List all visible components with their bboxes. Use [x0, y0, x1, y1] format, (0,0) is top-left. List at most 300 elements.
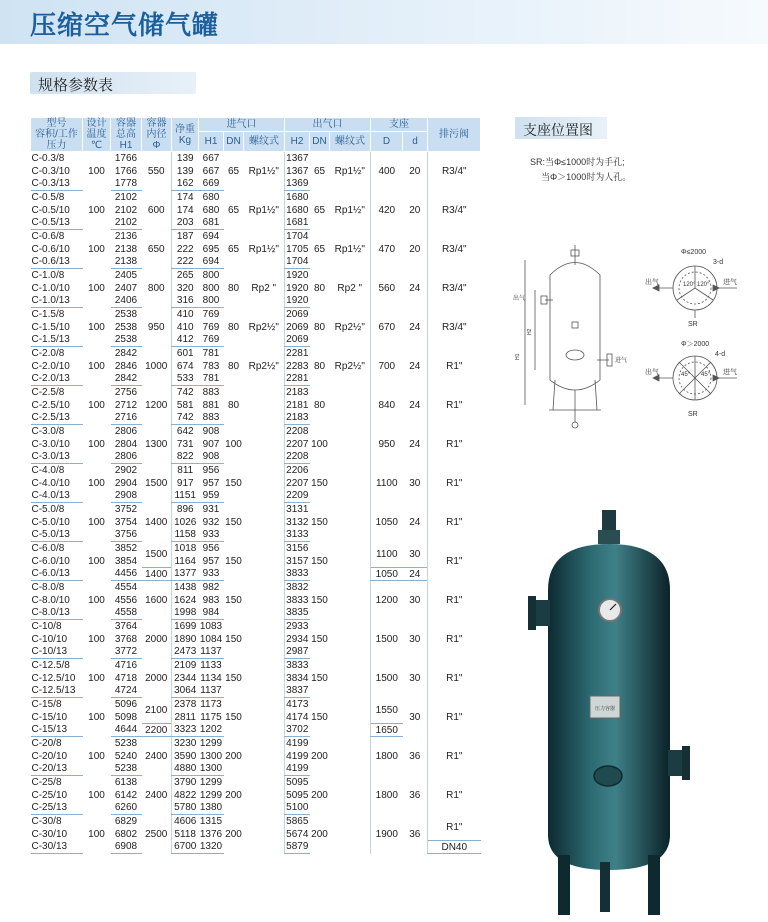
tank-photo: [528, 500, 718, 920]
header-total-height: 容器 总高 H1: [111, 118, 142, 152]
cell-support-d: 30: [409, 594, 421, 606]
manhole-note-1: SR:当Φ≤1000时为手孔;: [530, 157, 625, 167]
cell-inner-dia: 800: [147, 282, 165, 294]
cell-outlet-h2: 4199: [286, 737, 309, 749]
cell-model: C-5.0/10: [31, 516, 70, 528]
cell-inlet-dn: 200: [225, 750, 242, 762]
cell-outlet-dn: 150: [311, 555, 328, 567]
tank-outline-drawing: [550, 263, 600, 391]
cell-total-height: 5096: [114, 698, 138, 710]
cell-net-weight: 917: [172, 477, 199, 490]
cell-net-weight: 2109: [172, 659, 199, 672]
cell-support-d: 24: [409, 516, 421, 528]
cell-model: C-6.0/10: [31, 555, 70, 567]
cell-inlet-dn: 150: [225, 711, 242, 723]
cell-inlet-thread: [244, 425, 285, 464]
position-section-title: 支座位置图: [523, 122, 593, 138]
cell-support-D: 1100: [371, 542, 403, 568]
cell-drain: R1": [428, 425, 481, 464]
cell-net-weight: 1158: [172, 529, 199, 542]
cell-outlet-dn: 200: [311, 789, 328, 801]
page-title: 压缩空气储气罐: [30, 10, 220, 40]
cell-net-weight: 1438: [172, 581, 199, 594]
cell-inlet-h1: 800: [202, 269, 220, 281]
cell-net-weight: 174: [172, 191, 199, 204]
cell-total-height: 2138: [111, 256, 142, 269]
cell-model: C-15/8: [31, 698, 62, 710]
cell-net-weight: 642: [172, 425, 199, 438]
cell-drain: R1": [428, 815, 481, 841]
diagram-sr-1: SR: [688, 321, 698, 328]
cell-inlet-h1: 1175: [200, 711, 222, 723]
cell-outlet-h2: 5674: [286, 828, 309, 840]
cell-outlet-dn: 65: [313, 165, 326, 177]
cell-inlet-h1: 983: [202, 594, 220, 606]
header-dn-in: DN: [224, 132, 244, 152]
cell-outlet-dn: 65: [313, 204, 326, 216]
cell-total-height: 4724: [111, 685, 142, 698]
diagram-outlet-side: 出气: [513, 296, 526, 302]
cell-total-height: 2138: [114, 243, 138, 255]
cell-support-D: 1200: [371, 581, 403, 620]
cell-drain: R1": [428, 464, 481, 503]
cell-outlet-h2: 5865: [286, 815, 309, 827]
header-dn-out: DN: [310, 132, 330, 152]
cell-net-weight: 601: [172, 347, 199, 360]
cell-total-height: 3754: [114, 516, 138, 528]
cell-support-D: 1500: [371, 659, 403, 698]
table-row: [31, 464, 481, 477]
cell-net-weight: 3230: [172, 737, 199, 750]
cell-model: C-0.5/10: [31, 204, 70, 216]
cell-drain: R3/4": [428, 191, 481, 230]
cell-inlet-h1: 883: [199, 412, 224, 425]
cell-inlet-thread: [244, 542, 285, 581]
cell-inlet-h1: 769: [202, 308, 220, 320]
header-inlet: 进气口: [199, 118, 285, 132]
cell-inlet-thread: [244, 581, 285, 620]
cell-outlet-h2: 1704: [286, 256, 309, 268]
cell-model: C-25/10: [31, 789, 68, 801]
cell-total-height: 2136: [114, 230, 138, 242]
cell-inlet-h1: 1083: [199, 620, 223, 632]
cell-outlet-thread: [330, 425, 371, 464]
cell-outlet-h2: 4173: [286, 698, 309, 710]
cell-model: C-0.3/8: [31, 152, 65, 164]
cell-model: C-15/10: [31, 711, 68, 723]
cell-inner-dia-alt: 1400: [142, 568, 172, 581]
cell-inlet-dn: 80: [227, 282, 240, 294]
header-net-weight: 净重 Kg: [172, 118, 199, 152]
cell-model: C-30/8: [31, 815, 62, 827]
cell-model: C-1.5/8: [31, 308, 65, 320]
cell-support-D: 700: [371, 347, 403, 386]
cell-inlet-h1: 1320: [199, 841, 223, 853]
cell-total-height: 2538: [111, 334, 142, 347]
cell-design-temp: 100: [88, 672, 105, 684]
cell-design-temp: 100: [88, 750, 105, 762]
nameplate-label: 压力容器: [594, 706, 616, 712]
cell-net-weight: 822: [172, 451, 199, 464]
cell-inlet-dn: 200: [225, 828, 242, 840]
cell-support-D: 1900: [371, 815, 403, 854]
cell-outlet-h2: 2183: [286, 412, 309, 424]
cell-outlet-dn: 150: [311, 633, 328, 645]
cell-support-d: 20: [409, 243, 421, 255]
cell-total-height: 5238: [114, 737, 138, 749]
cell-inlet-h1: 1133: [200, 659, 222, 671]
cell-outlet-h2: 3837: [286, 685, 309, 697]
cell-outlet-thread: [330, 386, 371, 425]
cell-net-weight: 320: [172, 282, 199, 295]
cell-inlet-thread: [244, 815, 285, 854]
cell-net-weight: 4822: [172, 789, 199, 802]
cell-total-height: 6260: [111, 802, 142, 815]
cell-outlet-thread: Rp1½": [334, 204, 365, 216]
cell-inlet-thread: Rp1½": [248, 243, 279, 255]
cell-outlet-h2: 3832: [286, 581, 309, 593]
table-row: [31, 386, 481, 399]
cell-net-weight: 896: [172, 503, 199, 516]
cell-outlet-h2: 1704: [286, 230, 309, 242]
cell-total-height: 5240: [114, 750, 138, 762]
cell-outlet-thread: [330, 620, 371, 659]
cell-inlet-h1: 908: [202, 425, 220, 437]
cell-drain: R3/4": [428, 230, 481, 269]
cell-model: C-12.5/8: [31, 659, 70, 671]
spec-section-title: 规格参数表: [38, 77, 114, 94]
header-design-temp: 设计 温度 ℃: [83, 118, 111, 152]
table-row: [31, 269, 481, 282]
cell-outlet-dn: 150: [311, 594, 328, 606]
cell-inlet-dn: 150: [225, 633, 242, 645]
cell-model: C-4.0/10: [31, 477, 70, 489]
cell-drain: R3/4": [428, 152, 481, 191]
table-row: [31, 542, 481, 555]
cell-inner-dia: 2400: [145, 789, 168, 801]
cell-outlet-h2: 3132: [286, 516, 309, 528]
cell-model: C-1.5/10: [31, 321, 70, 333]
cell-outlet-h2: 2183: [286, 386, 309, 398]
cell-inlet-h1: 680: [202, 191, 220, 203]
cell-support-D: 560: [371, 269, 403, 308]
table-row: [31, 152, 481, 165]
cell-inlet-h1: 933: [199, 529, 224, 542]
cell-outlet-dn: 80: [313, 399, 326, 411]
cell-design-temp: 100: [88, 555, 105, 567]
cell-model: C-5.0/13: [31, 529, 83, 542]
cell-inlet-h1: 881: [202, 399, 220, 411]
header-outlet: 出气口: [285, 118, 371, 132]
cell-inlet-h1: 680: [202, 204, 220, 216]
table-row: [31, 230, 481, 243]
cell-net-weight: 410: [172, 321, 199, 334]
cell-inlet-dn: 80: [227, 321, 240, 333]
cell-inner-dia: 550: [147, 165, 165, 177]
header-model: 型号 容积/工作 压力: [31, 118, 83, 152]
table-row: [31, 659, 481, 672]
cell-inlet-h1: 695: [202, 243, 220, 255]
cell-total-height: 2538: [114, 308, 138, 320]
cell-outlet-h2: 3133: [286, 529, 309, 541]
cell-outlet-thread: [330, 503, 371, 542]
cell-inlet-dn: 65: [227, 243, 240, 255]
cell-drain: R1": [428, 347, 481, 386]
cell-total-height: 3852: [114, 542, 138, 554]
cell-inlet-h1: 667: [202, 165, 220, 177]
cell-inlet-h1: 769: [199, 334, 224, 347]
cell-net-weight: 316: [172, 295, 199, 308]
cell-drain: R3/4": [428, 308, 481, 347]
cell-support-d: 24: [409, 438, 421, 450]
cell-total-height: 5238: [111, 763, 142, 776]
cell-outlet-dn: 200: [311, 828, 328, 840]
cell-drain: R1": [428, 698, 481, 737]
cell-support-d: 24: [409, 399, 421, 411]
cell-support-D-alt: 1050: [371, 568, 403, 581]
cell-model: C-15/13: [31, 724, 83, 737]
cell-support-d-alt: 24: [403, 568, 428, 581]
cell-design-temp: 100: [88, 360, 105, 372]
cell-outlet-dn: 80: [313, 360, 326, 372]
cell-inlet-thread: [244, 620, 285, 659]
cell-net-weight: 187: [172, 230, 199, 243]
cell-outlet-dn: 150: [311, 672, 328, 684]
cell-inner-dia: 2500: [145, 828, 168, 840]
cell-outlet-h2: 1681: [286, 217, 309, 229]
cell-net-weight: 3590: [172, 750, 199, 763]
cell-outlet-h2: 4174: [286, 711, 309, 723]
cell-total-height: 2405: [114, 269, 138, 281]
diagram-inlet-2: 进气: [723, 369, 737, 376]
cell-net-weight: 222: [172, 243, 199, 256]
cell-total-height: 2407: [114, 282, 138, 294]
cell-net-weight: 5118: [172, 828, 199, 841]
cell-total-height: 2806: [111, 451, 142, 464]
cell-model: C-12.5/13: [31, 685, 83, 698]
cell-model: C-0.5/8: [31, 191, 65, 203]
cell-total-height: 3772: [111, 646, 142, 659]
cell-outlet-h2: 3833: [286, 594, 309, 606]
cell-inlet-dn: 150: [225, 516, 242, 528]
cell-model: C-2.5/10: [31, 399, 70, 411]
cell-inlet-h1: 800: [202, 282, 220, 294]
cell-outlet-dn: 100: [311, 438, 328, 450]
cell-net-weight: 3064: [172, 685, 199, 698]
header-drain: 排污阀: [428, 118, 481, 152]
cell-inner-dia: 1300: [145, 438, 168, 450]
cell-model: C-8.0/8: [31, 581, 65, 593]
cell-total-height: 2804: [114, 438, 138, 450]
cell-design-temp: 100: [88, 321, 105, 333]
cell-support-d: 24: [409, 282, 421, 294]
cell-model: C-2.5/13: [31, 412, 83, 425]
cell-inlet-dn: 65: [227, 165, 240, 177]
cell-support-D: 670: [371, 308, 403, 347]
header-h2: H2: [285, 132, 310, 152]
cell-support-D: 420: [371, 191, 403, 230]
diagram-holes-4: 4-d: [715, 351, 726, 358]
cell-design-temp: 100: [88, 204, 105, 216]
cell-inlet-h1: 1299: [199, 789, 223, 801]
cell-outlet-dn: 200: [311, 750, 328, 762]
cell-total-height: 2842: [114, 347, 138, 359]
cell-model: C-1.0/13: [31, 295, 83, 308]
cell-inlet-dn: 100: [225, 438, 242, 450]
cell-total-height: 2538: [114, 321, 138, 333]
cell-inlet-h1: 907: [202, 438, 220, 450]
cell-outlet-h2: 2069: [286, 321, 309, 333]
cell-inlet-h1: 667: [202, 152, 220, 164]
cell-outlet-h2: 1920: [286, 269, 309, 281]
cell-model: C-0.3/13: [31, 178, 83, 191]
diagram-h2-label: H2: [527, 328, 533, 335]
cell-total-height: 2904: [114, 477, 138, 489]
cell-total-height: 1766: [114, 152, 138, 164]
cell-inlet-h1: 1299: [199, 776, 223, 788]
cell-model: C-10/8: [31, 620, 62, 632]
cell-drain: R1": [428, 503, 481, 542]
cell-outlet-h2: 3157: [286, 555, 309, 567]
cell-net-weight: 222: [172, 256, 199, 269]
cell-support-D: 1100: [371, 464, 403, 503]
cell-design-temp: 100: [88, 789, 105, 801]
cell-outlet-dn: 65: [313, 243, 326, 255]
cell-net-weight: 2378: [172, 698, 199, 711]
table-row: [31, 425, 481, 438]
cell-inlet-thread: [244, 464, 285, 503]
cell-inlet-h1: 883: [202, 386, 220, 398]
spec-table-body: [31, 152, 481, 854]
cell-total-height: 4556: [114, 594, 138, 606]
cell-total-height: 2716: [111, 412, 142, 425]
cell-model: C-6.0/13: [31, 568, 83, 581]
cell-outlet-h2: 1920: [286, 282, 309, 294]
cell-inlet-h1: 956: [202, 464, 220, 476]
table-row: [31, 503, 481, 516]
cell-outlet-h2: 2208: [286, 451, 309, 463]
cell-model: C-8.0/10: [31, 594, 70, 606]
cell-inlet-h1: 800: [199, 295, 224, 308]
cell-outlet-thread: [330, 698, 371, 737]
cell-drain: R1": [428, 542, 481, 581]
cell-outlet-h2: 2283: [286, 360, 309, 372]
cell-net-weight: 412: [172, 334, 199, 347]
cell-net-weight: 731: [172, 438, 199, 451]
cell-inner-dia: 1200: [145, 399, 168, 411]
cell-net-weight: 533: [172, 373, 199, 386]
cell-model: C-25/13: [31, 802, 83, 815]
cell-model: C-0.6/8: [31, 230, 65, 242]
cell-inlet-h1: 769: [202, 321, 220, 333]
cell-drain: R1": [428, 737, 481, 776]
cell-support-D: 1800: [371, 776, 403, 815]
spec-section-label: [30, 72, 196, 94]
cell-inner-dia: 1500: [145, 548, 168, 560]
cell-total-height: 4558: [111, 607, 142, 620]
cell-total-height: 2756: [114, 386, 138, 398]
table-row: [31, 815, 481, 828]
cell-inlet-h1: 781: [202, 347, 220, 359]
cell-inlet-thread: Rp2½": [248, 321, 279, 333]
cell-inlet-h1: 1084: [199, 633, 223, 645]
cell-total-height: 2806: [114, 425, 138, 437]
cell-inner-dia: 2000: [145, 672, 168, 684]
cell-inner-dia-alt: 2200: [142, 724, 172, 737]
cell-inlet-h1: 1173: [200, 698, 222, 710]
cell-drain: R3/4": [428, 269, 481, 308]
cell-net-weight: 4880: [172, 763, 199, 776]
cell-support-D: 400: [371, 152, 403, 191]
cell-outlet-h2: 1680: [286, 204, 309, 216]
cell-inner-dia: 1600: [145, 594, 168, 606]
cell-inner-dia: 2100: [145, 704, 168, 716]
cell-net-weight: 1164: [172, 555, 199, 568]
cell-outlet-h2: 1920: [286, 295, 309, 307]
table-row: [31, 347, 481, 360]
cell-outlet-h2: 2181: [286, 399, 309, 411]
cell-inlet-thread: [244, 386, 285, 425]
cell-net-weight: 742: [172, 412, 199, 425]
cell-net-weight: 581: [172, 399, 199, 412]
cell-outlet-dn: 150: [311, 711, 328, 723]
cell-outlet-h2: 1367: [286, 152, 309, 164]
header-support: 支座: [371, 118, 428, 132]
cell-inlet-h1: 933: [199, 568, 224, 581]
cell-outlet-h2: 2208: [286, 425, 309, 437]
cell-net-weight: 742: [172, 386, 199, 399]
cell-net-weight: 2473: [172, 646, 199, 659]
cell-inner-dia: 950: [147, 321, 165, 333]
cell-inlet-dn: 150: [225, 594, 242, 606]
header-thread-in: 螺纹式: [244, 132, 285, 152]
cell-outlet-thread: Rp2½": [334, 360, 365, 372]
cell-model: C-6.0/8: [31, 542, 65, 554]
cell-net-weight: 1377: [172, 568, 199, 581]
cell-total-height: 1766: [114, 165, 138, 177]
cell-inlet-dn: 80: [227, 399, 240, 411]
cell-inlet-h1: 1137: [200, 685, 222, 697]
cell-outlet-h2: 3702: [286, 724, 309, 736]
cell-inlet-thread: Rp1½": [248, 204, 279, 216]
cell-net-weight: 6700: [172, 841, 199, 854]
cell-outlet-h2: 5095: [286, 776, 309, 788]
cell-inlet-h1: 959: [199, 490, 224, 503]
cell-inlet-thread: Rp1½": [248, 165, 279, 177]
cell-outlet-h2: 1705: [286, 243, 309, 255]
header-thread-out: 螺纹式: [330, 132, 371, 152]
cell-net-weight: 1018: [172, 542, 199, 555]
cell-inlet-h1: 1299: [199, 737, 223, 749]
cell-model: C-30/13: [31, 841, 83, 854]
cell-design-temp: 100: [88, 399, 105, 411]
cell-support-d: 30: [409, 477, 421, 489]
cell-net-weight: 1026: [172, 516, 199, 529]
cell-total-height: 4554: [114, 581, 138, 593]
cell-outlet-h2: 2206: [286, 464, 309, 476]
cell-net-weight: 1151: [172, 490, 199, 503]
cell-support-d: 30: [409, 672, 421, 684]
cell-inlet-h1: 783: [202, 360, 220, 372]
cell-model: C-2.5/8: [31, 386, 65, 398]
cell-total-height: 2102: [114, 204, 138, 216]
cell-model: C-30/10: [31, 828, 68, 840]
cell-outlet-h2: 2207: [286, 438, 309, 450]
cell-total-height: 2102: [111, 217, 142, 230]
cell-inlet-dn: 80: [227, 360, 240, 372]
cell-inlet-h1: 957: [202, 477, 220, 489]
cell-net-weight: 139: [172, 152, 199, 165]
